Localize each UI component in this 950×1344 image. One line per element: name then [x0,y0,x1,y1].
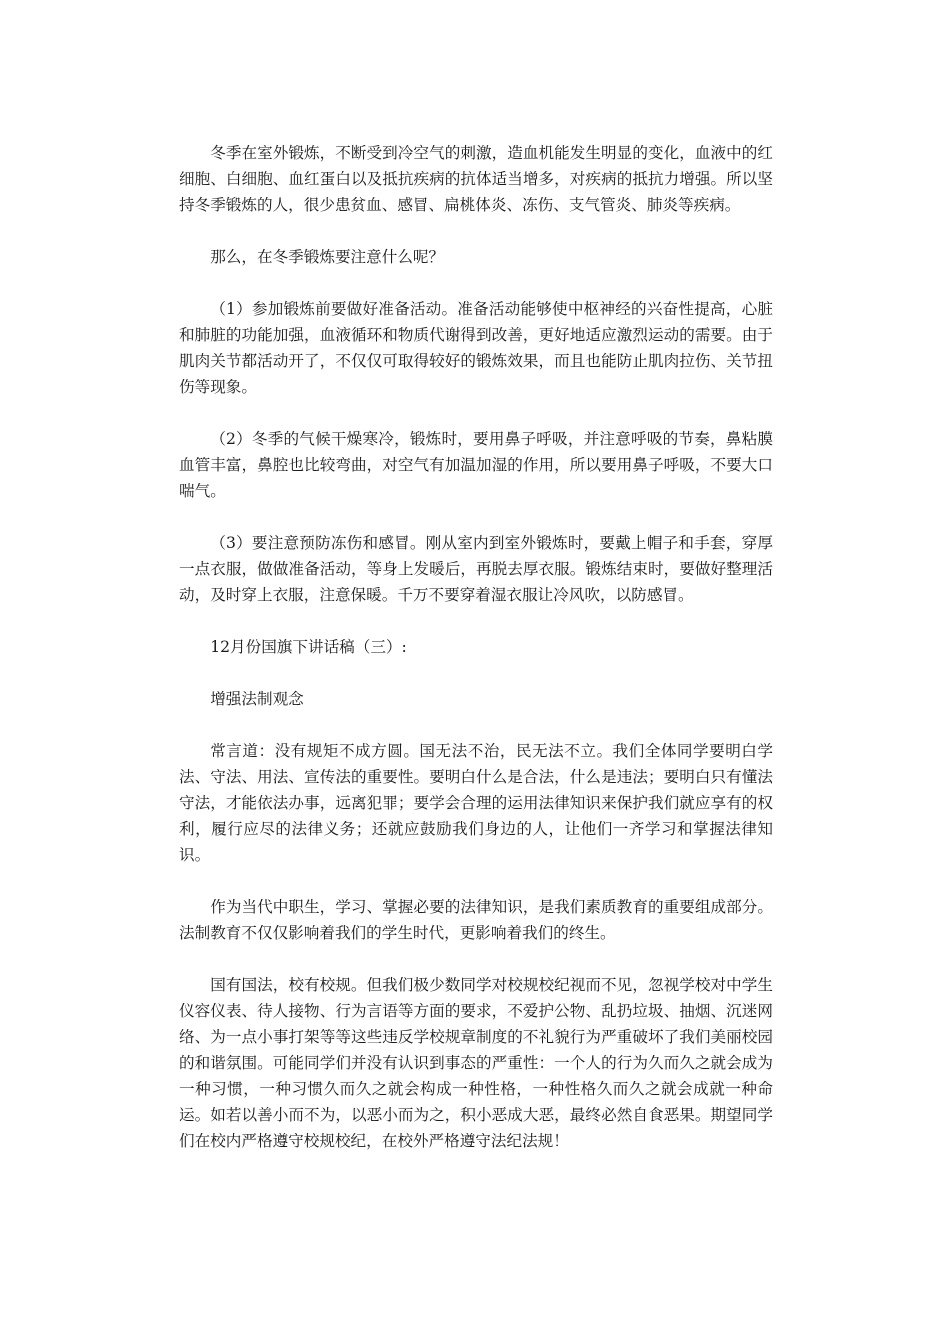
paragraph-winter-exercise-benefits: 冬季在室外锻炼，不断受到冷空气的刺激，造血机能发生明显的变化，血液中的红细胞、白细胞、血红蛋白以及抵抗疾病的抗体适当增多，对疾病的抵抗力增强。所以坚持冬季锻炼的人，很少患贫血、感冒、扁桃体炎、冻伤、支气管炎、肺炎等疾病。 [179,144,773,214]
section-heading: 12月份国旗下讲话稿（三）: [210,638,407,656]
paragraph-law-intro: 常言道：没有规矩不成方圆。国无法不治，民无法不立。我们全体同学要明白学法、守法、用法、宣传法的重要性。要明白什么是合法，什么是违法；要明白只有懂法守法，才能依法办事，远离犯罪；要学会合理的运用法律知识来保护我们就应享有的权利，履行应尽的法律义务；还就应鼓励我们身边的人，让他们一齐学习和掌握法律知识。 [179,742,773,864]
paragraph-question: 那么，在冬季锻炼要注意什么呢？ [210,248,445,266]
paragraph-point-1: （1）参加锻炼前要做好准备活动。准备活动能够使中枢神经的兴奋性提高，心脏和肺脏的功能加强，血液循环和物质代谢得到改善，更好地适应激烈运动的需要。由于肌肉关节都活动开了，不仅仅可取得较好的锻炼效果，而且也能防止肌肉拉伤、关节扭伤等现象。 [179,300,773,396]
paragraph-point-3: （3）要注意预防冻伤和感冒。刚从室内到室外锻炼时，要戴上帽子和手套，穿厚一点衣服，做做准备活动，等身上发暖后，再脱去厚衣服。锻炼结束时，要做好整理活动，及时穿上衣服，注意保暖。千万不要穿着湿衣服让冷风吹，以防感冒。 [179,534,773,604]
paragraph-law-education: 作为当代中职生，学习、掌握必要的法律知识，是我们素质教育的重要组成部分。法制教育不仅仅影响着我们的学生时代，更影响着我们的终生。 [179,898,773,942]
paragraph-point-2: （2）冬季的气候干燥寒冷，锻炼时，要用鼻子呼吸，并注意呼吸的节奏，鼻粘膜血管丰富，鼻腔也比较弯曲，对空气有加温加湿的作用，所以要用鼻子呼吸，不要大口喘气。 [179,430,773,500]
speech-title: 增强法制观念 [210,690,304,708]
paragraph-school-rules: 国有国法，校有校规。但我们极少数同学对校规校纪视而不见，忽视学校对中学生仪容仪表、待人接物、行为言语等方面的要求，不爱护公物、乱扔垃圾、抽烟、沉迷网络、为一点小事打架等等这些违反学校规章制度的不礼貌行为严重破坏了我们美丽校园的和谐氛围。可能同学们并没有认识到事态的严重性：一个人的行为久而久之就会成为一种习惯，一种习惯久而久之就会构成一种性格，一种性格久而久之就会成就一种命运。如若以善小而不为，以恶小而为之，积小恶成大恶，最终必然自食恶果。期望同学们在校内严格遵守校规校纪，在校外严格遵守法纪法规！ [179,976,773,1150]
document-body [179,140,773,1180]
